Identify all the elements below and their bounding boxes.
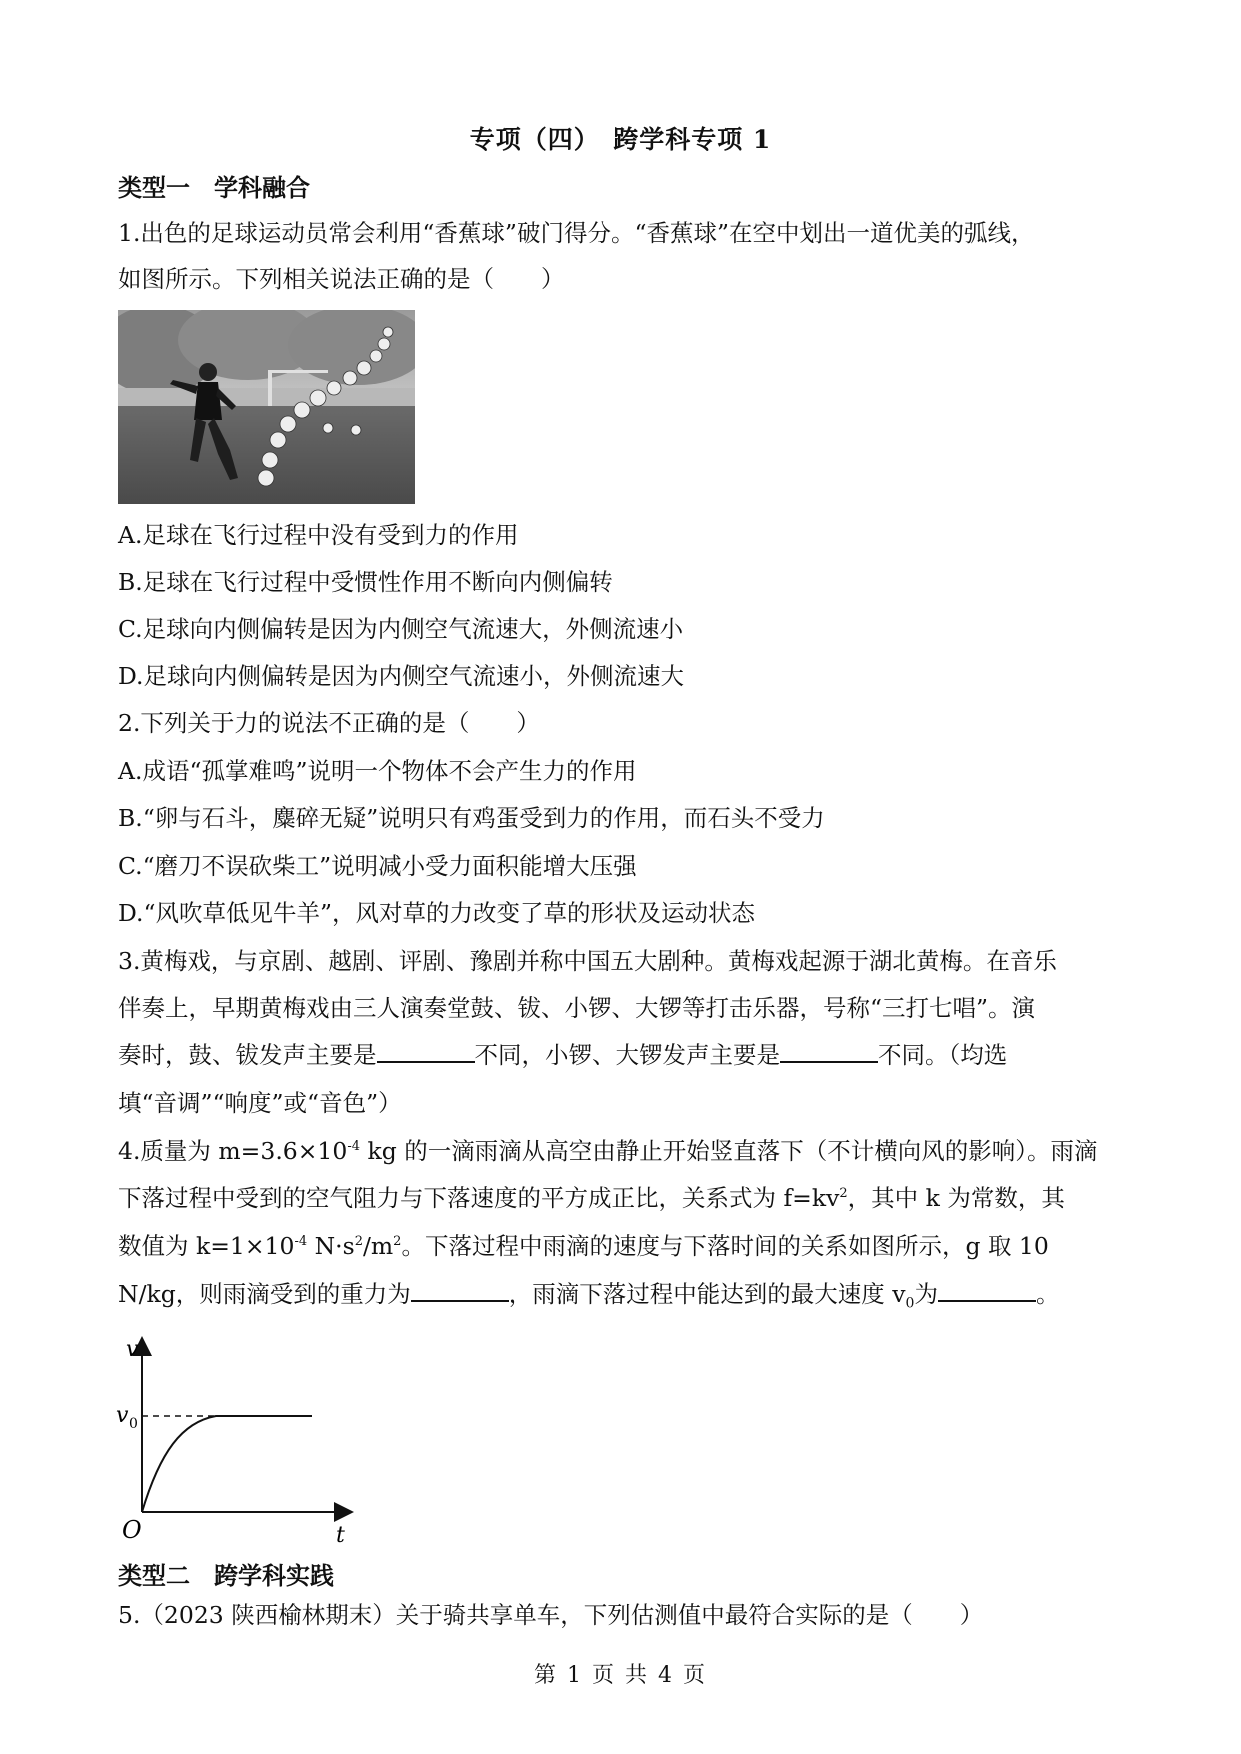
banana-kick-illustration	[118, 310, 415, 504]
question-3-line-1: 3.黄梅戏，与京剧、越剧、评剧、豫剧并称中国五大剧种。黄梅戏起源于湖北黄梅。在音乐	[118, 947, 1057, 975]
question-4-line-3	[118, 1229, 1128, 1263]
question-3-text-a: 奏时，鼓、钹发声主要是	[118, 1041, 377, 1069]
q4-exponent: 2	[354, 1234, 363, 1250]
question-3-line-4: 填“音调”“响度”或“音色”）	[118, 1089, 402, 1117]
question-5-stem: 5.（2023 陕西榆林期末）关于骑共享单车，下列估测值中最符合实际的是（ ）	[118, 1601, 984, 1629]
page-title: 专项（四） 跨学科专项 1	[469, 125, 772, 154]
v0-label: v	[116, 1403, 129, 1428]
q4-text: 为	[914, 1280, 938, 1308]
q4-exponent: -4	[347, 1139, 361, 1155]
question-3-text-b: 不同，小锣、大锣发声主要是	[474, 1041, 780, 1069]
q4-exponent: 2	[393, 1234, 402, 1250]
question-3-line-2: 伴奏上，早期黄梅戏由三人演奏堂鼓、钹、小锣、大锣等打击乐器，号称“三打七唱”。演	[118, 994, 1036, 1022]
question-2-option-c: C.“磨刀不误砍柴工”说明减小受力面积能增大压强	[118, 852, 637, 880]
question-1-option-b: B.足球在飞行过程中受惯性作用不断向内侧偏转	[118, 568, 613, 596]
q4-exponent: 2	[839, 1186, 848, 1202]
q4-text: 4.质量为 m=3.6×10	[118, 1137, 348, 1165]
question-3-text-c: 不同。（均选	[878, 1041, 1008, 1069]
q4-text: /m	[362, 1232, 394, 1260]
question-4-line-2	[118, 1181, 1128, 1215]
q4-text: 。下落过程中雨滴的速度与下落时间的关系如图所示，g 取 10	[401, 1232, 1049, 1260]
page-number-footer: 第 1 页 共 4 页	[534, 1663, 707, 1688]
question-2-option-a: A.成语“孤掌难鸣”说明一个物体不会产生力的作用	[118, 757, 637, 785]
question-1-line-2: 如图所示。下列相关说法正确的是（ ）	[118, 265, 565, 293]
q4-text: kg 的一滴雨滴从高空由静止开始竖直落下（不计横向风的影响）。雨滴	[360, 1137, 1098, 1165]
question-1-option-c: C.足球向内侧偏转是因为内侧空气流速大，外侧流速小	[118, 615, 684, 643]
answer-blank-1[interactable]	[377, 1039, 475, 1063]
question-1-option-a: A.足球在飞行过程中没有受到力的作用	[118, 521, 519, 549]
q4-text: 数值为 k=1×10	[118, 1232, 295, 1260]
q4-text: 。	[1035, 1280, 1060, 1308]
answer-blank-4[interactable]	[938, 1278, 1036, 1302]
question-4-line-1	[118, 1134, 1128, 1168]
q4-text: ，其中 k 为常数，其	[847, 1184, 1065, 1212]
q4-subscript: 0	[905, 1295, 915, 1312]
y-axis-label: v	[126, 1337, 139, 1362]
q4-text: N/kg，则雨滴受到的重力为	[118, 1280, 411, 1308]
q4-text: N·s	[307, 1232, 355, 1260]
section-heading-2: 类型二 跨学科实践	[118, 1561, 334, 1590]
answer-blank-2[interactable]	[780, 1039, 878, 1063]
question-1-line-1: 1.出色的足球运动员常会利用“香蕉球”破门得分。“香蕉球”在空中划出一道优美的弧线，	[118, 219, 1035, 247]
question-1-option-d: D.足球向内侧偏转是因为内侧空气流速小，外侧流速大	[118, 662, 684, 690]
velocity-curve	[142, 1416, 312, 1512]
question-2-option-b: B.“卵与石斗，麋碎无疑”说明只有鸡蛋受到力的作用，而石头不受力	[118, 804, 825, 832]
section-heading-1: 类型一 学科融合	[118, 173, 310, 202]
origin-label: O	[122, 1516, 142, 1544]
question-2-option-d: D.“风吹草低见牛羊”，风对草的力改变了草的形状及运动状态	[118, 899, 756, 927]
x-axis-label: t	[336, 1523, 345, 1548]
q4-text: ，雨滴下落过程中能达到的最大速度 v	[508, 1280, 906, 1308]
v0-subscript: 0	[129, 1416, 138, 1432]
question-4-line-4	[118, 1277, 1128, 1311]
velocity-time-graph	[112, 1332, 362, 1548]
question-3-line-3	[118, 1038, 1128, 1072]
q4-text: 下落过程中受到的空气阻力与下落速度的平方成正比，关系式为 f=kv	[118, 1184, 840, 1212]
banana-kick-photo	[118, 310, 415, 504]
q4-exponent: -4	[294, 1234, 308, 1250]
velocity-time-graph-svg	[112, 1332, 362, 1548]
answer-blank-3[interactable]	[411, 1278, 509, 1302]
question-2-stem: 2.下列关于力的说法不正确的是（ ）	[118, 709, 540, 737]
